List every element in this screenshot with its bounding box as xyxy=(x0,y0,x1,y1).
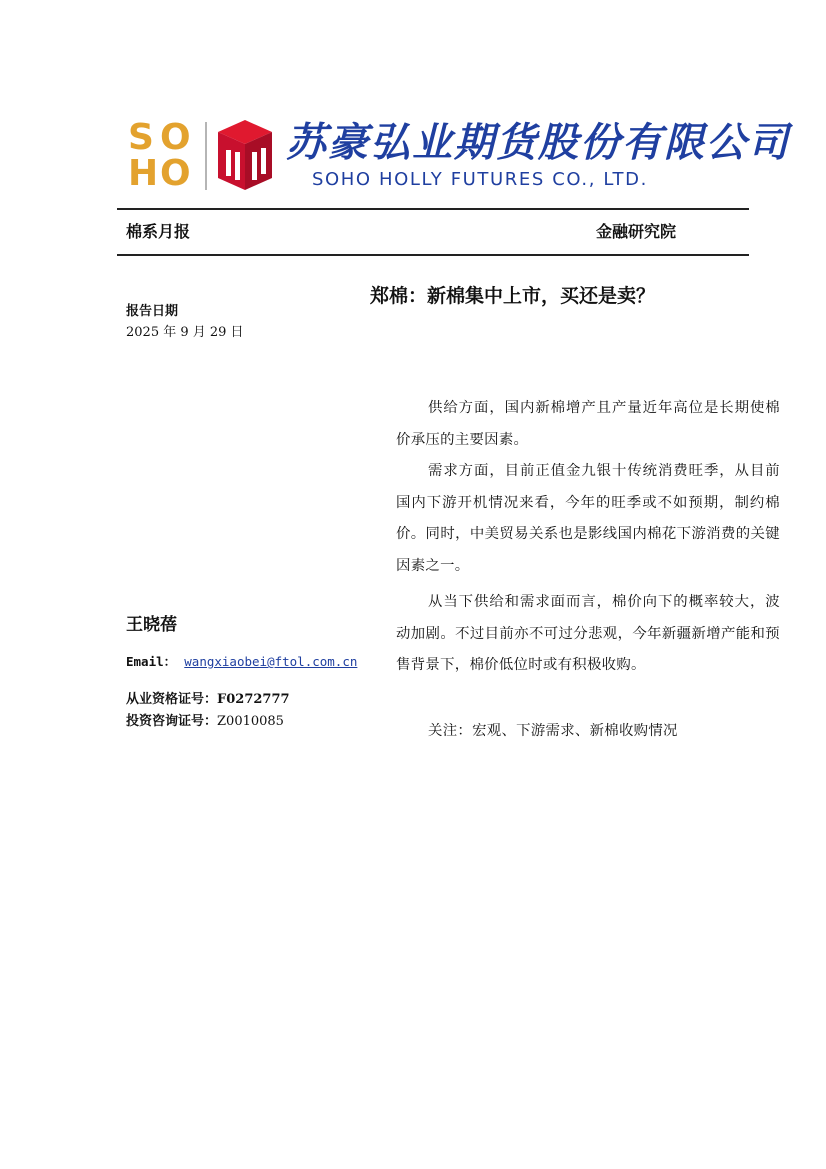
advisory-label: 投资咨询证号： xyxy=(126,714,218,729)
institute-name: 金融研究院 xyxy=(596,222,677,241)
body-paragraph-supply: 供给方面，国内新棉增产且产量近年高位是长期使棉价承压的主要因素。 xyxy=(396,400,780,448)
header-bottom-rule xyxy=(117,254,749,256)
report-date-label: 报告日期 xyxy=(126,304,179,319)
report-date-value: 2025 年 9 月 29 日 xyxy=(126,325,244,340)
report-title: 郑棉：新棉集中上市，买还是卖？ xyxy=(370,285,656,307)
license-number: F0272777 xyxy=(217,692,290,707)
company-name-en: SOHO HOLLY FUTURES CO., LTD. xyxy=(312,169,648,190)
holly-cube-icon xyxy=(216,118,274,192)
company-name-cn: 苏豪弘业期货股份有限公司 xyxy=(286,119,790,166)
license-label: 从业资格证号： xyxy=(126,692,218,707)
body-focus-line: 关注：宏观、下游需求、新棉收购情况 xyxy=(428,723,678,739)
soho-letter: S xyxy=(128,117,154,158)
company-logo xyxy=(126,116,790,196)
author-email-link[interactable]: wangxiaobei@ftol.com.cn xyxy=(184,654,358,669)
soho-logo-mark xyxy=(126,117,196,194)
report-series: 棉系月报 xyxy=(126,222,191,241)
header-top-rule xyxy=(117,208,749,210)
advisory-row xyxy=(126,712,284,732)
advisory-number: Z0010085 xyxy=(217,714,284,729)
author-email-row xyxy=(126,652,357,673)
soho-letter: H xyxy=(128,153,159,194)
body-paragraph-demand: 需求方面，目前正值金九银十传统消费旺季，从目前国内下游开机情况来看，今年的旺季或不如预期，制约棉价。同时，中美贸易关系也是影线国内棉花下游消费的关键因素之一。 xyxy=(396,463,780,574)
logo-divider xyxy=(205,122,207,190)
body-paragraph-outlook: 从当下供给和需求面而言，棉价向下的概率较大，波动加剧。不过目前亦不可过分悲观，今年新疆新增产能和预售背景下，棉价低位时或有积极收购。 xyxy=(396,594,780,674)
author-name: 王晓蓓 xyxy=(126,615,177,635)
license-row xyxy=(126,690,290,710)
soho-letter: O xyxy=(160,153,191,194)
soho-letter: O xyxy=(160,117,191,158)
email-label: Email： xyxy=(126,654,177,669)
